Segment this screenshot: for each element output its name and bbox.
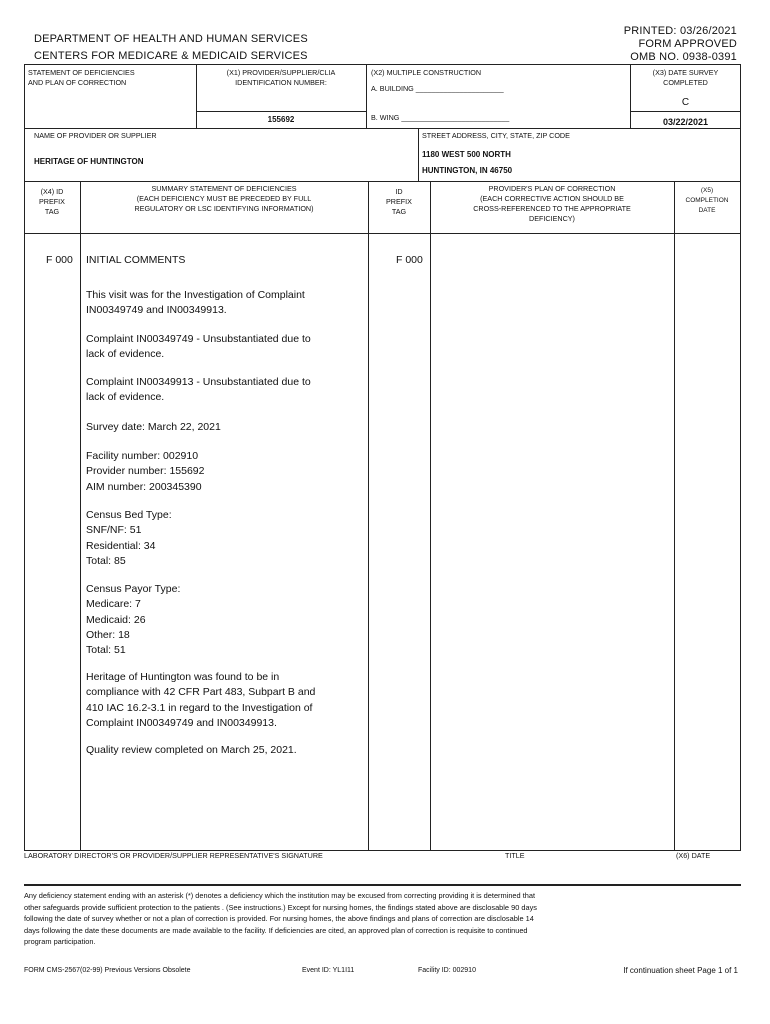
agency-name: CENTERS FOR MEDICARE & MEDICAID SERVICES <box>34 50 308 62</box>
event-id: Event ID: YL1I11 <box>302 967 355 974</box>
rule <box>24 128 741 129</box>
omb-number: OMB NO. 0938-0391 <box>630 51 737 63</box>
x1-label-1: (X1) PROVIDER/SUPPLIER/CLIA <box>226 68 336 77</box>
rule <box>740 64 741 850</box>
rule <box>24 884 741 886</box>
title-label: TITLE <box>505 851 525 860</box>
wing-field: B. WING ___________________________ <box>371 113 510 122</box>
rule <box>196 111 366 112</box>
rule <box>366 64 367 128</box>
provider-name-label: NAME OF PROVIDER OR SUPPLIER <box>34 131 157 140</box>
department-name: DEPARTMENT OF HEALTH AND HUMAN SERVICES <box>34 33 308 45</box>
paragraph-facility-numbers: Facility number: 002910 Provider number: 155692 AIM number: 200345390 <box>86 450 205 493</box>
paragraph-quality-review: Quality review completed on March 25, 2021. <box>86 744 297 756</box>
rule <box>24 181 741 182</box>
x4-column-header: (X4) ID PREFIX TAG <box>39 187 65 216</box>
rule <box>24 233 741 234</box>
paragraph-investigation: This visit was for the Investigation of Complaint IN00349749 and IN00349913. <box>86 289 305 317</box>
form-id: FORM CMS-2567(02-99) Previous Versions Obsolete <box>24 967 191 974</box>
tag-right: F 000 <box>396 254 423 266</box>
printed-date: PRINTED: 03/26/2021 <box>623 25 737 37</box>
rule <box>24 64 25 850</box>
form-approved-label: FORM APPROVED <box>638 38 737 50</box>
paragraph-complaint-1: Complaint IN00349749 - Unsubstantiated due to lack of evidence. <box>86 333 311 361</box>
continuation-sheet: If continuation sheet Page 1 of 1 <box>623 966 738 975</box>
paragraph-complaint-2: Complaint IN00349913 - Unsubstantiated due to lack of evidence. <box>86 376 311 404</box>
building-field: A. BUILDING ______________________ <box>371 84 504 93</box>
rule <box>80 181 81 850</box>
street-address: 1180 WEST 500 NORTH <box>422 150 511 159</box>
rule <box>630 111 741 112</box>
x3-label-2: COMPLETED <box>663 78 708 87</box>
plan-column-header: PROVIDER'S PLAN OF CORRECTION (EACH CORRECTIVE ACTION SHOULD BE CROSS-REFERENCED TO THE APPROPRIATE DEFICIENCY) <box>473 184 631 223</box>
x5-column-header: (X5) COMPLETION DATE <box>685 187 729 214</box>
rule <box>368 181 369 850</box>
rule <box>674 181 675 850</box>
entry-heading: INITIAL COMMENTS <box>86 254 186 266</box>
id-column-header: ID PREFIX TAG <box>386 187 412 216</box>
provider-name: HERITAGE OF HUNTINGTON <box>34 157 144 166</box>
x3-letter: C <box>681 97 690 108</box>
statement-label-1: STATEMENT OF DEFICIENCIES <box>28 68 135 77</box>
rule <box>418 128 419 181</box>
city-state-zip: HUNTINGTON, IN 46750 <box>422 166 513 175</box>
summary-column-header: SUMMARY STATEMENT OF DEFICIENCIES (EACH DEFICIENCY MUST BE PRECEDED BY FULL REGULATORY OR LSC IDENTIFYING INFORMATION) <box>134 184 314 213</box>
paragraph-census-payor: Census Payor Type: Medicare: 7 Medicaid: 26 Other: 18 Total: 51 <box>86 583 181 657</box>
x3-label-1: (X3) DATE SURVEY <box>652 68 719 77</box>
paragraph-compliance: Heritage of Huntington was found to be in compliance with 42 CFR Part 483, Subpart B and 410 IAC 16.2-3.1 in regard to the Investigation of Complaint IN00349749 and IN00349913. <box>86 671 316 729</box>
x1-label-2: IDENTIFICATION NUMBER: <box>235 78 327 87</box>
rule <box>24 64 741 65</box>
tag-left: F 000 <box>46 254 73 266</box>
disclaimer-note: Any deficiency statement ending with an asterisk (*) denotes a deficiency which the institution may be excused from correcting providing it is determined that other safeguards provide sufficient protection to the patients . (See instructions.) Except for nursing homes, the findings stated above are disclosable 90 days following the date of survey whether or not a plan of correction is provided. For nursing homes, the above findings and plans of correction are disclosable 14 days following the date these documents are made available to the facility. If deficiencies are cited, an approved plan of correction is requisite to continued program participation. <box>24 891 537 946</box>
date-label: (X6) DATE <box>676 851 711 860</box>
facility-id: Facility ID: 002910 <box>418 967 476 974</box>
paragraph-census-bed: Census Bed Type: SNF/NF: 51 Residential: 34 Total: 85 <box>86 509 172 567</box>
provider-id-number: 155692 <box>267 115 295 124</box>
signature-label: LABORATORY DIRECTOR'S OR PROVIDER/SUPPLIER REPRESENTATIVE'S SIGNATURE <box>24 851 323 860</box>
address-label: STREET ADDRESS, CITY, STATE, ZIP CODE <box>422 131 570 140</box>
rule <box>430 181 431 850</box>
survey-completed-date: 03/22/2021 <box>662 117 709 127</box>
statement-label-2: AND PLAN OF CORRECTION <box>28 78 127 87</box>
paragraph-survey-date: Survey date: March 22, 2021 <box>86 421 221 433</box>
x2-label: (X2) MULTIPLE CONSTRUCTION <box>371 68 482 77</box>
